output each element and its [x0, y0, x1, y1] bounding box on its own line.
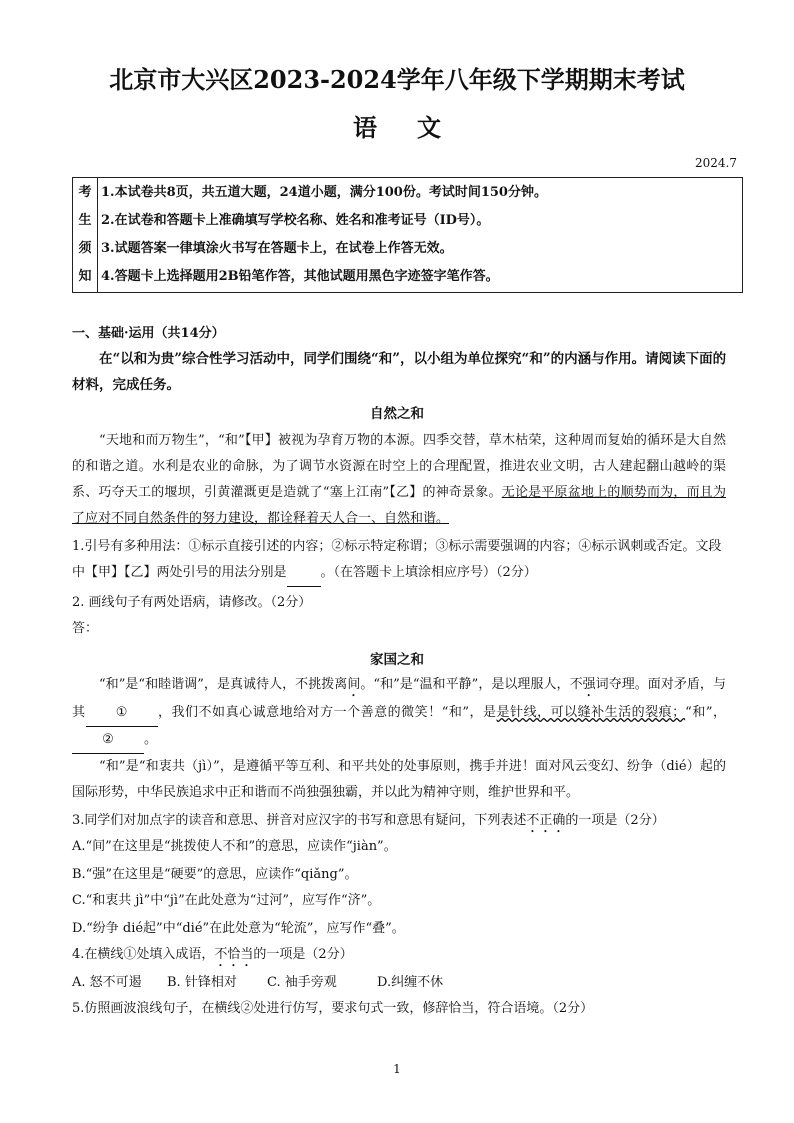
country-text: 词夺理。面对矛盾，与其	[72, 677, 726, 720]
question-3-tail: 的一项是（2分）	[565, 813, 665, 828]
country-text: ，我们不如真心诚意地给对方一个善意的微笑！“和”，是	[157, 705, 497, 720]
exam-date: 2024.7	[695, 156, 737, 170]
country-text: 。“和”是“温和平静”，是以理服人，不	[360, 677, 583, 692]
notice-side-char: 生	[78, 213, 92, 228]
notice-rules	[98, 178, 743, 293]
part-heading-country: 家国之和	[370, 652, 424, 668]
fill-blank-2[interactable]: ②	[72, 727, 144, 754]
question-4-tail: 的一项是（2分）	[253, 947, 353, 962]
question-3-option-c[interactable]: C.“和衷共 jì”中“jì”在此处意为“过河”，应写作“济”。	[72, 893, 381, 908]
question-1-tail: 。（在答题卡上填涂相应序号）（2分）	[320, 565, 537, 580]
question-3	[72, 808, 722, 836]
question-1-stem: 1.引号有多种用法：①标示直接引述的内容；②标示特定称谓；③标示需要强调的内容；④标示讽刺或否定。文段中【甲】【乙】两处引号的用法分别是	[72, 539, 722, 580]
question-4	[72, 942, 722, 970]
question-3-option-a[interactable]: A.“间”在这里是“挑拨使人不和”的意思，应读作“jiàn”。	[72, 839, 397, 854]
question-4-option-d[interactable]: D.纠缠不休	[377, 975, 444, 990]
wavy-sentence: 是针线，可以缝补生活的裂痕；	[496, 705, 686, 720]
notice-side-label	[73, 178, 98, 293]
country-text: 。	[144, 732, 158, 747]
country-paragraph-2: “和”是“和衷共（jì）”，是遵循平等互利、和平共处的处事原则，携手并进！面对风云变幻、纷争（dié）起的国际形势，中华民族追求中正和谐而不尚独强独霸，并以此为精神守则，维护世界和平。	[72, 759, 726, 800]
answer-label: 答：	[72, 621, 99, 636]
section-intro: 在“以和为贵”综合性学习活动中，同学们围绕“和”，以小组为单位探究“和”的内涵与作用。请阅读下面的材料，完成任务。	[72, 351, 727, 393]
question-4-stem: 4.在横线①处填入成语，	[72, 947, 215, 962]
notice-rule: 4.答题卡上选择题用2B铅笔作答，其他试题用黑色字迹签字笔作答。	[101, 269, 499, 284]
notice-side-char: 须	[78, 241, 92, 256]
exam-title: 北京市大兴区2023-2024学年八年级下学期期末考试	[109, 65, 685, 94]
question-1	[72, 534, 722, 587]
notice-side-char: 知	[78, 269, 92, 284]
question-4-option-a[interactable]: A. 怒不可遏	[72, 975, 142, 990]
question-3-option-d[interactable]: D.“纷争 dié起”中“dié”在此处意为“轮流”，应写作“叠”。	[72, 921, 405, 936]
fill-blank-1[interactable]: ①	[86, 700, 158, 727]
answer-blank[interactable]	[287, 560, 321, 587]
section-heading: 一、基础·运用（共14分）	[72, 326, 225, 341]
subject-title: 语文	[353, 113, 481, 142]
question-4-option-b[interactable]: B. 针锋相对	[167, 975, 237, 990]
country-text: “和”，	[685, 705, 726, 720]
notice-side-char: 考	[78, 185, 92, 200]
dotted-keyword: 不恰当	[214, 947, 254, 962]
underlined-sentence: 无论是平原盆地上的顺势而为，而且为了应对不同自然条件的努力建设，都诠释着天人合一、自然和谐。	[72, 485, 726, 526]
question-3-option-b[interactable]: B.“强”在这里是“硬要”的意思，应读作“qiǎng”。	[72, 867, 358, 882]
question-5: 5.仿照画波浪线句子，在横线②处进行仿写，要求句式一致，修辞恰当，符合语境。（2分）	[72, 1001, 594, 1016]
part-heading-nature: 自然之和	[370, 406, 424, 422]
notice-rule: 1.本试卷共8页，共五道大题，24道小题，满分100份。考试时间150分钟。	[101, 185, 547, 200]
nature-text: “天地和而万物生”，“和”【甲】被视为孕育万物的本源。四季交替，草木枯荣，这种周而复始的循环是大自然的和谐之道。水利是农业的命脉，为了调节水资源在时空上的合理配置，推进农业文明，古人建起翻山越岭的渠系、巧夺天工的堰坝，引黄灌溉更是造就了“塞上江南”【乙】的神奇景象。	[72, 433, 726, 500]
question-3-stem: 3.同学们对加点字的读音和意思、拼音对应汉字的书写和意思有疑问，下列表述	[72, 813, 527, 828]
dotted-char: 强	[582, 677, 596, 692]
notice-rule: 3.试题答案一律填涂火书写在答题卡上，在试卷上作答无效。	[101, 241, 453, 256]
question-4-options	[72, 970, 722, 996]
exam-notice-table	[72, 177, 743, 293]
question-4-option-c[interactable]: C. 袖手旁观	[267, 975, 337, 990]
country-text: “和”是“和睦谐调”，是真诚待人，不挑拨离	[99, 677, 348, 692]
dotted-char: 间	[347, 677, 361, 692]
question-2: 2. 画线句子有两处语病，请修改。（2分）	[72, 595, 312, 610]
country-paragraph-1	[72, 672, 726, 754]
nature-paragraph	[72, 428, 726, 532]
page-number: 1	[393, 1062, 401, 1076]
dotted-keyword: 不正确	[526, 813, 566, 828]
notice-rule: 2.在试卷和答题卡上准确填写学校名称、姓名和准考证号（ID号）。	[101, 213, 490, 228]
